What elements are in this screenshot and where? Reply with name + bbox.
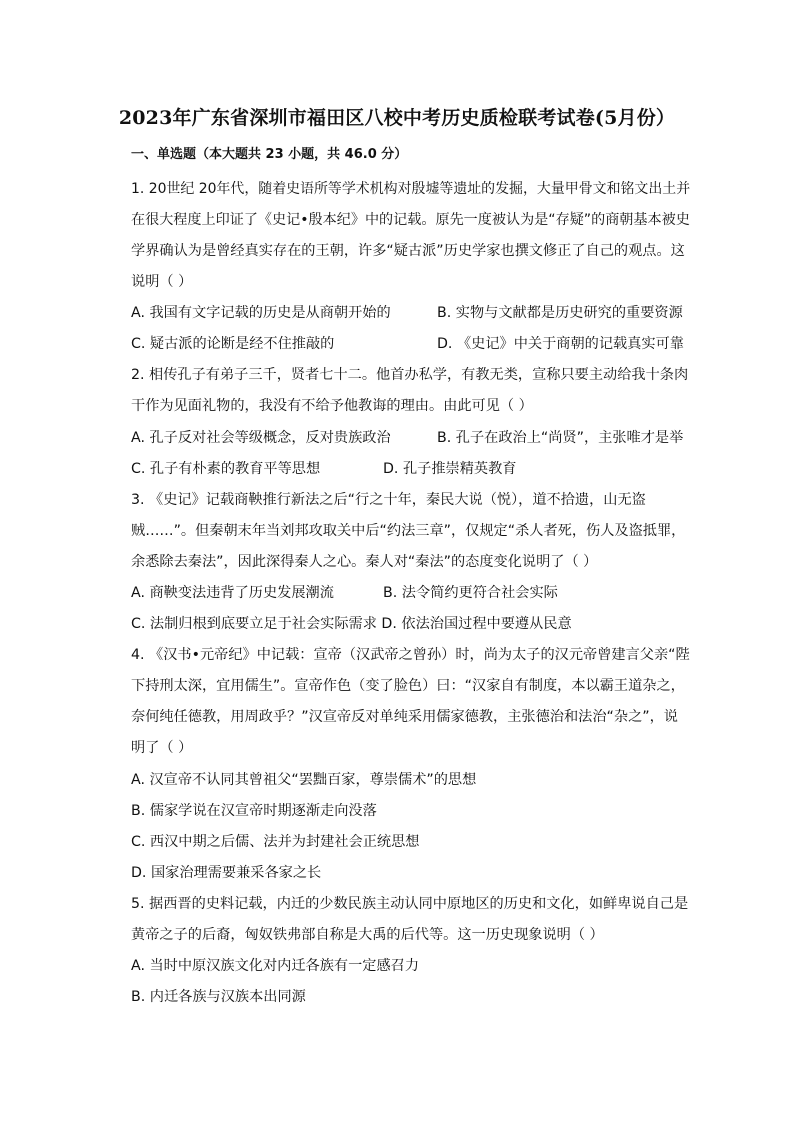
q2-option-a: A. 孔子反对社会等级概念，反对贵族政治 xyxy=(131,430,391,446)
q1-line-4: 说明（ ） xyxy=(131,274,193,290)
exam-title: 2023年广东省深圳市福田区八校中考历史质检联考试卷(5月份） xyxy=(118,107,676,129)
q4-option-a: A. 汉宣帝不认同其曾祖父“罢黜百家，尊崇儒术”的思想 xyxy=(131,772,477,788)
q5-option-b: B. 内迁各族与汉族本出同源 xyxy=(131,989,306,1005)
q1-option-a: A. 我国有文字记载的历史是从商朝开始的 xyxy=(131,305,391,321)
q3-line-3: 余悉除去秦法”，因此深得秦人之心。秦人对“秦法”的态度变化说明了（ ） xyxy=(131,554,598,570)
q3-line-1: 3. 《史记》记载商鞅推行新法之后“行之十年，秦民大说（悦），道不拾遗，山无盗 xyxy=(131,492,646,508)
q1-option-c: C. 疑古派的论断是经不住推敲的 xyxy=(131,336,335,352)
q4-line-3: 奈何纯任德教，用周政乎？”汉宣帝反对单纯采用儒家德教，主张德治和法治“杂之”，说 xyxy=(131,709,678,725)
q3-option-a: A. 商鞅变法违背了历史发展潮流 xyxy=(131,585,334,601)
q5-option-a: A. 当时中原汉族文化对内迁各族有一定感召力 xyxy=(131,958,420,974)
q4-line-4: 明了（ ） xyxy=(131,740,193,756)
q4-option-c: C. 西汉中期之后儒、法并为封建社会正统思想 xyxy=(131,834,420,850)
section-heading: 一、单选题（本大题共 23 小题，共 46.0 分） xyxy=(131,147,408,162)
q1-line-1: 1. 20世纪 20年代，随着史语所等学术机构对殷墟等遗址的发掘，大量甲骨文和铭文出土并 xyxy=(131,181,691,197)
q1-option-d: D. 《史记》中关于商朝的记载真实可靠 xyxy=(437,336,684,352)
q4-option-b: B. 儒家学说在汉宣帝时期逐渐走向没落 xyxy=(131,803,377,819)
q4-line-1: 4. 《汉书•元帝纪》中记载：宣帝（汉武帝之曾孙）时，尚为太子的汉元帝曾建言父亲“陛 xyxy=(131,647,690,663)
q2-line-2: 干作为见面礼物的，我没有不给予他教诲的理由。由此可见（ ） xyxy=(131,398,533,414)
q2-option-d: D. 孔子推崇精英教育 xyxy=(383,461,517,477)
q3-option-cd: C. 法制归根到底要立足于社会实际需求 D. 依法治国过程中要遵从民意 xyxy=(131,616,572,632)
q5-line-2: 黄帝之子的后裔，匈奴铁弗部自称是大禹的后代等。这一历史现象说明（ ） xyxy=(131,927,604,943)
q1-line-3: 学界确认为是曾经真实存在的王朝，许多“疑古派”历史学家也撰文修正了自己的观点。这 xyxy=(131,243,685,259)
q4-option-d: D. 国家治理需要兼采各家之长 xyxy=(131,865,322,881)
q1-line-2: 在很大程度上印证了《史记•殷本纪》中的记载。原先一度被认为是“存疑”的商朝基本被史 xyxy=(131,212,690,228)
q2-option-c: C. 孔子有朴素的教育平等思想 xyxy=(131,461,321,477)
q3-option-b: B. 法令简约更符合社会实际 xyxy=(383,585,558,601)
q4-line-2: 下持刑太深，宜用儒生”。宣帝作色（变了脸色）曰：“汉家自有制度，本以霸王道杂之， xyxy=(131,678,685,694)
q5-line-1: 5. 据西晋的史料记载，内迁的少数民族主动认同中原地区的历史和文化，如鲜卑说自己是 xyxy=(131,896,689,912)
q3-line-2: 贼……”。但秦朝末年当刘邦攻取关中后“约法三章”，仅规定“杀人者死，伤人及盗抵罪， xyxy=(131,523,686,539)
q1-option-b: B. 实物与文献都是历史研究的重要资源 xyxy=(437,305,683,321)
q2-option-b: B. 孔子在政治上“尚贤”，主张唯才是举 xyxy=(437,430,684,446)
q2-line-1: 2. 相传孔子有弟子三千，贤者七十二。他首办私学，有教无类，宣称只要主动给我十条肉 xyxy=(131,367,689,383)
